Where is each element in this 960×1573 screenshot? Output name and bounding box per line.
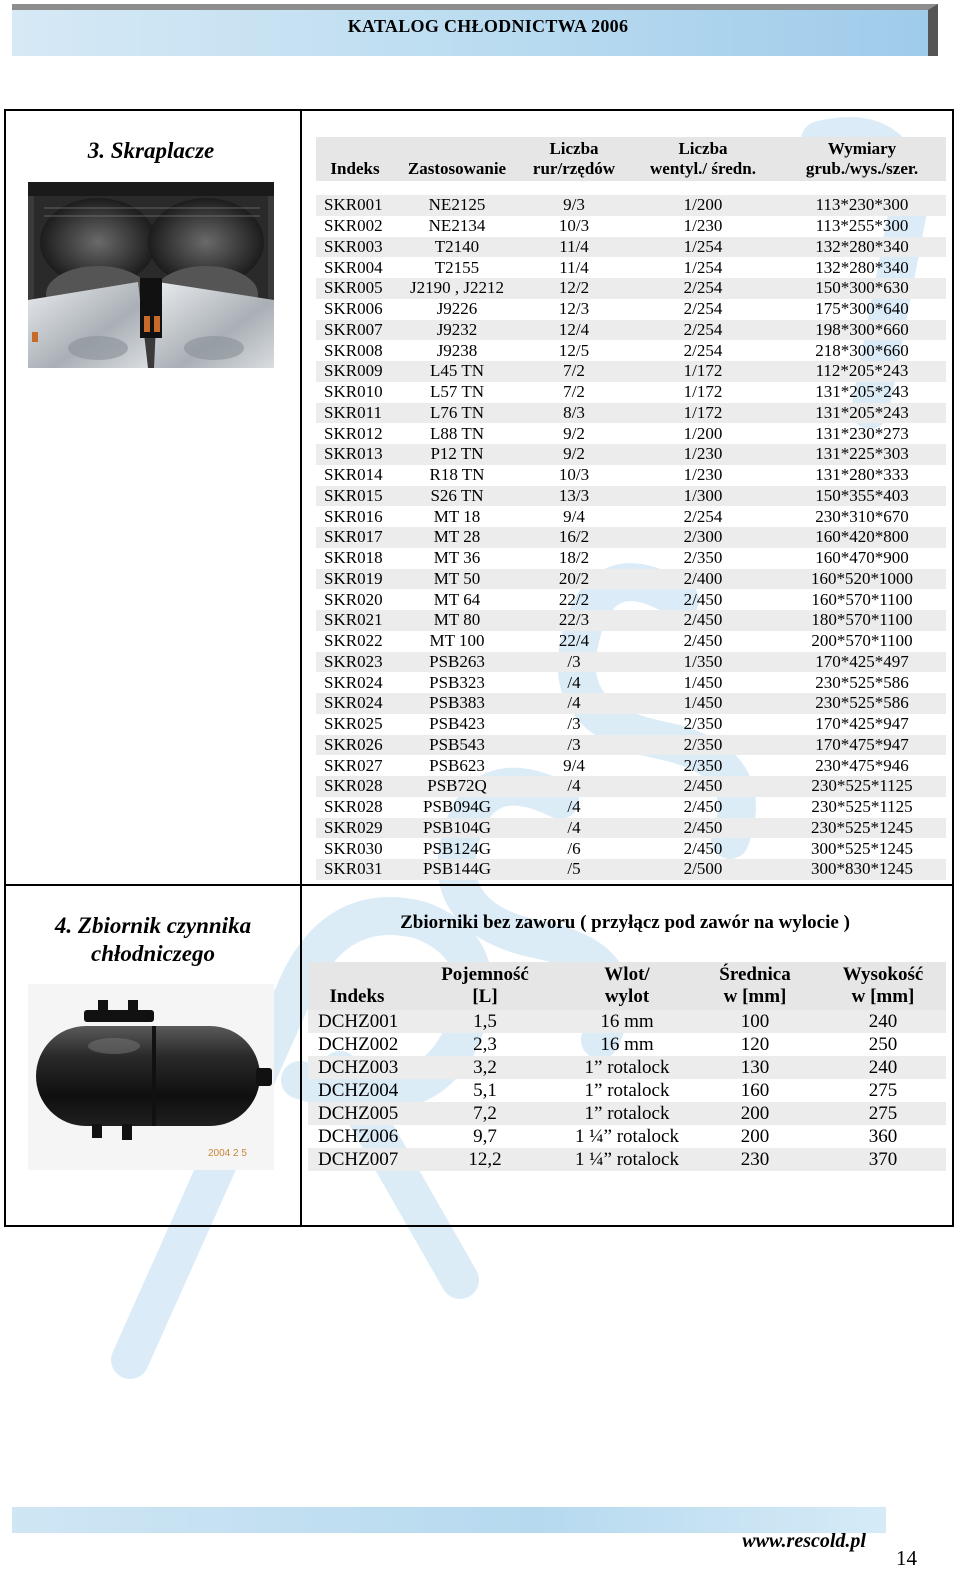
section-title-receiver-line2: chłodniczego — [91, 941, 215, 966]
table-cell: SKR028 — [324, 797, 383, 817]
table-cell: 22/2 — [558, 589, 590, 609]
table-cell: 120 — [740, 1033, 770, 1055]
table-cell: 1/450 — [628, 693, 778, 714]
table-row — [316, 589, 946, 610]
condenser-photo — [28, 182, 274, 368]
table-cell: L45 TN — [394, 361, 520, 382]
table-cell: 113*230*300 — [778, 195, 946, 216]
table-cell: 9/3 — [520, 195, 628, 216]
footer-website-link[interactable]: www.rescold.pl — [742, 1530, 866, 1552]
table-cell: NE2125 — [394, 195, 520, 216]
table-cell: 2/500 — [628, 859, 778, 880]
table-cell: 1/230 — [683, 465, 723, 485]
table-cell: 9/2 — [563, 423, 585, 443]
table-cell: L88 TN — [430, 423, 484, 443]
table-row — [316, 278, 946, 299]
table-cell: 2/254 — [683, 506, 723, 526]
table-cell: 9,7 — [473, 1125, 497, 1147]
table-cell: 160*470*900 — [815, 548, 909, 568]
table-cell: 2/300 — [628, 527, 778, 548]
table-cell: 22/3 — [520, 610, 628, 631]
receiver-tank-photo — [28, 984, 274, 1170]
table-cell: 16 mm — [564, 1010, 690, 1033]
table-row — [316, 444, 946, 465]
table-cell: SKR006 — [324, 299, 383, 319]
table-cell: 160*420*800 — [778, 527, 946, 548]
table-row — [316, 465, 946, 486]
table-cell: PSB104G — [394, 818, 520, 839]
table-cell: /4 — [520, 776, 628, 797]
table-cell: 1” rotalock — [564, 1056, 690, 1079]
col-header-tubes-rows: Liczba rur/rzędów — [520, 137, 628, 181]
table-cell: 200*570*1100 — [811, 631, 913, 651]
section-title-condensers: 3. Skraplacze — [87, 138, 215, 163]
table-row — [316, 818, 946, 839]
table-cell: 150*355*403 — [778, 486, 946, 507]
table-cell: SKR020 — [324, 589, 383, 609]
table-cell: SKR010 — [324, 382, 383, 402]
table-cell: J9238 — [436, 340, 478, 360]
col-header-fans: Liczba wentyl./ średn. — [628, 137, 778, 181]
table-cell: T2140 — [394, 237, 520, 258]
receivers-table — [308, 962, 946, 1171]
table-cell: DCHZ007 — [308, 1148, 406, 1171]
table-cell: 2/450 — [683, 797, 723, 817]
table-cell: SKR003 — [316, 237, 394, 258]
table-cell: /3 — [567, 714, 581, 734]
table-cell: SKR031 — [316, 859, 394, 880]
table-cell: 131*280*333 — [815, 465, 909, 485]
table-cell: 130 — [690, 1056, 820, 1079]
table-cell: PSB323 — [429, 672, 485, 692]
table-cell: MT 80 — [394, 610, 520, 631]
table-cell: 112*205*243 — [778, 361, 946, 382]
table-cell: 360 — [868, 1125, 898, 1147]
table-cell: 300*525*1245 — [811, 838, 913, 858]
table-cell: 1” rotalock — [564, 1102, 690, 1125]
table-cell: SKR021 — [316, 610, 394, 631]
table-cell: SKR019 — [316, 569, 394, 590]
table-row — [316, 237, 946, 258]
table-cell: 218*300*660 — [815, 340, 909, 360]
table-cell: 230*475*946 — [815, 755, 909, 775]
table-cell: 1/230 — [628, 444, 778, 465]
table-cell: 160*520*1000 — [778, 569, 946, 590]
table-cell: SKR011 — [316, 403, 394, 424]
table-cell: J9232 — [394, 320, 520, 341]
table-cell: 175*300*640 — [815, 299, 909, 319]
table-cell: 2/254 — [683, 299, 723, 319]
table-row — [316, 299, 946, 320]
table-cell: NE2134 — [428, 216, 486, 236]
table-cell: SKR018 — [324, 548, 383, 568]
table-cell: DCHZ005 — [308, 1102, 406, 1125]
table-row — [308, 1148, 946, 1171]
table-cell: SKR025 — [324, 714, 383, 734]
table-cell: /4 — [520, 693, 628, 714]
table-cell: 230*310*670 — [815, 506, 909, 526]
table-cell: SKR026 — [316, 735, 394, 756]
table-row — [308, 1056, 946, 1079]
table-cell: 200 — [740, 1125, 770, 1147]
table-cell: DCHZ002 — [318, 1033, 399, 1055]
table-row — [316, 569, 946, 590]
table-cell: SKR001 — [316, 195, 394, 216]
table-cell: PSB094G — [422, 797, 492, 817]
table-cell: 2/450 — [683, 631, 723, 651]
table-cell: 230*525*586 — [815, 672, 909, 692]
table-row — [316, 838, 946, 859]
table-cell: SKR023 — [316, 652, 394, 673]
table-row — [308, 1125, 946, 1148]
col-header-height: Wysokość w [mm] — [820, 962, 946, 1010]
receivers-table-header — [308, 962, 946, 1010]
table-row — [316, 714, 946, 735]
table-cell: DCHZ003 — [308, 1056, 406, 1079]
table-cell: 11/4 — [559, 257, 589, 277]
table-cell: 2/450 — [683, 589, 723, 609]
table-cell: MT 18 — [433, 506, 481, 526]
table-cell: 2/350 — [683, 714, 723, 734]
table-cell: 230*525*1125 — [811, 797, 913, 817]
table-cell: /4 — [567, 797, 581, 817]
table-cell: 170*475*947 — [778, 735, 946, 756]
table-cell: 2/254 — [628, 320, 778, 341]
table-cell: S26 TN — [394, 486, 520, 507]
table-row — [316, 361, 946, 382]
table-cell: P12 TN — [394, 444, 520, 465]
table-cell: 1/300 — [628, 486, 778, 507]
table-cell: 275 — [820, 1102, 946, 1125]
table-cell: SKR007 — [316, 320, 394, 341]
table-cell: 240 — [820, 1056, 946, 1079]
table-cell: SKR024 — [324, 672, 383, 692]
table-cell: 240 — [820, 1010, 946, 1033]
table-cell: 230 — [690, 1148, 820, 1171]
table-cell: 230*525*586 — [778, 693, 946, 714]
table-row — [316, 320, 946, 341]
table-cell: 3,2 — [406, 1056, 564, 1079]
table-cell: R18 TN — [429, 465, 485, 485]
table-cell: DCHZ004 — [318, 1079, 399, 1101]
table-cell: 7/2 — [520, 361, 628, 382]
table-cell: 275 — [868, 1079, 898, 1101]
table-cell: 1/350 — [628, 652, 778, 673]
table-cell: 150*300*630 — [778, 278, 946, 299]
table-cell: 2/450 — [628, 610, 778, 631]
condensers-table-body — [316, 195, 946, 880]
table-row — [316, 506, 946, 527]
table-cell: 16/2 — [520, 527, 628, 548]
table-cell: J9226 — [436, 299, 478, 319]
table-cell: 10/3 — [558, 216, 590, 236]
table-row — [316, 486, 946, 507]
table-cell: /3 — [520, 652, 628, 673]
col-header-index: Indeks — [308, 962, 406, 1010]
table-cell: L76 TN — [394, 403, 520, 424]
table-cell: 230*525*1125 — [778, 776, 946, 797]
table-cell: 9/2 — [520, 444, 628, 465]
table-cell: 131*205*243 — [815, 382, 909, 402]
table-cell: PSB623 — [429, 755, 485, 775]
table-cell: 170*425*497 — [778, 652, 946, 673]
table-cell: 132*280*340 — [778, 237, 946, 258]
table-cell: SKR013 — [316, 444, 394, 465]
col-header-capacity: Pojemność [L] — [406, 962, 564, 1010]
table-cell: 1 ¼” rotalock — [564, 1148, 690, 1171]
table-cell: 1/200 — [628, 195, 778, 216]
table-cell: 1/230 — [683, 216, 723, 236]
table-cell: SKR005 — [316, 278, 394, 299]
table-row — [316, 859, 946, 880]
table-cell: PSB144G — [394, 859, 520, 880]
table-cell: T2155 — [434, 257, 480, 277]
table-cell: 8/3 — [520, 403, 628, 424]
condensers-table — [316, 137, 946, 880]
table-row — [316, 693, 946, 714]
table-cell: 12/3 — [558, 299, 590, 319]
section-title-receiver — [22, 912, 284, 968]
table-cell: 16 mm — [600, 1033, 654, 1055]
table-cell: SKR024 — [316, 693, 394, 714]
table-cell: PSB383 — [394, 693, 520, 714]
table-cell: PSB423 — [429, 714, 485, 734]
table-cell: 131*205*243 — [778, 403, 946, 424]
table-cell: MT 100 — [429, 631, 485, 651]
section-title-receiver-line1: 4. Zbiornik czynnika — [54, 913, 252, 938]
receiver-subtitle: Zbiorniki bez zaworu ( przyłącz pod zawór na wylocie ) — [400, 912, 850, 933]
table-cell: 113*255*300 — [815, 216, 909, 236]
table-cell: 2/254 — [683, 340, 723, 360]
table-cell: PSB72Q — [394, 776, 520, 797]
table-cell: 1/254 — [628, 237, 778, 258]
table-cell: 2/350 — [628, 735, 778, 756]
table-cell: SKR030 — [324, 838, 383, 858]
table-cell: SKR016 — [324, 506, 383, 526]
table-cell: 12/4 — [520, 320, 628, 341]
table-row — [316, 631, 946, 652]
frame-divider-horizontal — [6, 884, 952, 886]
table-cell: 1” rotalock — [584, 1079, 670, 1101]
table-cell: 180*570*1100 — [778, 610, 946, 631]
page-header-title: KATALOG CHŁODNICTWA 2006 — [347, 16, 629, 36]
table-cell: 1/200 — [683, 423, 723, 443]
table-cell: SKR022 — [324, 631, 383, 651]
table-cell: L57 TN — [430, 382, 484, 402]
table-cell: 1/450 — [683, 672, 723, 692]
table-cell: PSB263 — [394, 652, 520, 673]
table-cell: 5,1 — [473, 1079, 497, 1101]
table-cell: 2/450 — [683, 838, 723, 858]
table-cell: 18/2 — [558, 548, 590, 568]
table-cell: 2/400 — [628, 569, 778, 590]
table-cell: 13/3 — [520, 486, 628, 507]
table-row — [316, 382, 946, 403]
table-cell: 160*570*1100 — [811, 589, 913, 609]
table-cell: DCHZ006 — [318, 1125, 399, 1147]
table-cell: 12,2 — [406, 1148, 564, 1171]
table-cell: SKR029 — [316, 818, 394, 839]
receivers-table-body — [308, 1010, 946, 1171]
table-cell: 370 — [820, 1148, 946, 1171]
table-cell: 132*280*340 — [815, 257, 909, 277]
table-cell: 1/172 — [628, 403, 778, 424]
photo-date-stamp: 2004 2 5 — [208, 1148, 247, 1159]
table-cell: 12/5 — [558, 340, 590, 360]
table-row — [316, 340, 946, 361]
table-cell: 22/4 — [558, 631, 590, 651]
table-row — [316, 610, 946, 631]
table-cell: DCHZ001 — [308, 1010, 406, 1033]
table-row — [316, 216, 946, 237]
table-cell: MT 36 — [433, 548, 481, 568]
table-row — [316, 797, 946, 818]
frame-divider-vertical — [300, 111, 302, 1225]
table-cell: J2190 , J2212 — [394, 278, 520, 299]
table-cell: 131*225*303 — [778, 444, 946, 465]
table-cell: /4 — [567, 672, 581, 692]
col-header-application: Zastosowanie — [394, 137, 520, 181]
table-cell: 20/2 — [520, 569, 628, 590]
table-cell: SKR017 — [316, 527, 394, 548]
table-cell: 10/3 — [558, 465, 590, 485]
col-header-diameter: Średnica w [mm] — [690, 962, 820, 1010]
table-cell: PSB124G — [422, 838, 492, 858]
table-row — [316, 735, 946, 756]
table-cell: 230*525*1245 — [778, 818, 946, 839]
table-cell: 2/450 — [628, 776, 778, 797]
table-cell: MT 50 — [394, 569, 520, 590]
table-cell: /5 — [520, 859, 628, 880]
table-cell: 2/350 — [683, 755, 723, 775]
table-row — [308, 1079, 946, 1102]
table-cell: SKR008 — [324, 340, 383, 360]
table-cell: /3 — [520, 735, 628, 756]
table-cell: 198*300*660 — [778, 320, 946, 341]
table-cell: 7/2 — [563, 382, 585, 402]
table-cell: 2/450 — [628, 818, 778, 839]
page-number: 14 — [896, 1546, 917, 1570]
table-row — [308, 1033, 946, 1056]
table-cell: 11/4 — [520, 237, 628, 258]
table-cell: 2/254 — [628, 278, 778, 299]
table-cell: 7,2 — [406, 1102, 564, 1125]
table-cell: 1/172 — [683, 382, 723, 402]
table-cell: 100 — [690, 1010, 820, 1033]
table-cell: /6 — [567, 838, 581, 858]
table-row — [316, 257, 946, 278]
table-row — [316, 672, 946, 693]
table-row — [308, 1102, 946, 1125]
table-cell: SKR014 — [324, 465, 383, 485]
table-cell: 9/4 — [563, 755, 585, 775]
table-cell: PSB543 — [394, 735, 520, 756]
table-row — [316, 403, 946, 424]
table-cell: SKR012 — [324, 423, 383, 443]
table-cell: 9/4 — [563, 506, 585, 526]
table-cell: SKR009 — [316, 361, 394, 382]
table-cell: SKR015 — [316, 486, 394, 507]
table-cell: 1/254 — [683, 257, 723, 277]
table-cell: 12/2 — [520, 278, 628, 299]
table-row — [308, 1010, 946, 1033]
table-row — [316, 548, 946, 569]
table-cell: SKR004 — [324, 257, 383, 277]
table-row — [316, 755, 946, 776]
table-cell: 2/350 — [683, 548, 723, 568]
table-row — [316, 652, 946, 673]
table-row — [316, 776, 946, 797]
table-cell: 200 — [690, 1102, 820, 1125]
table-cell: 1,5 — [406, 1010, 564, 1033]
table-cell: SKR028 — [316, 776, 394, 797]
col-header-index: Indeks — [316, 137, 394, 181]
table-cell: MT 28 — [394, 527, 520, 548]
table-cell: /4 — [520, 818, 628, 839]
table-cell: 250 — [868, 1033, 898, 1055]
table-row — [316, 527, 946, 548]
table-cell: 160 — [740, 1079, 770, 1101]
table-cell: 300*830*1245 — [778, 859, 946, 880]
table-row — [316, 423, 946, 444]
table-cell: 1 ¼” rotalock — [575, 1125, 679, 1147]
col-header-dimensions: Wymiary grub./wys./szer. — [778, 137, 946, 181]
table-cell: 1/172 — [628, 361, 778, 382]
condensers-table-header — [316, 137, 946, 181]
table-cell: SKR027 — [324, 755, 383, 775]
table-cell: 2,3 — [473, 1033, 497, 1055]
col-header-inlet-outlet: Wlot/ wylot — [564, 962, 690, 1010]
table-cell: 131*230*273 — [815, 423, 909, 443]
table-cell: MT 64 — [433, 589, 481, 609]
table-cell: 170*425*947 — [815, 714, 909, 734]
table-row — [316, 195, 946, 216]
table-cell: SKR002 — [324, 216, 383, 236]
